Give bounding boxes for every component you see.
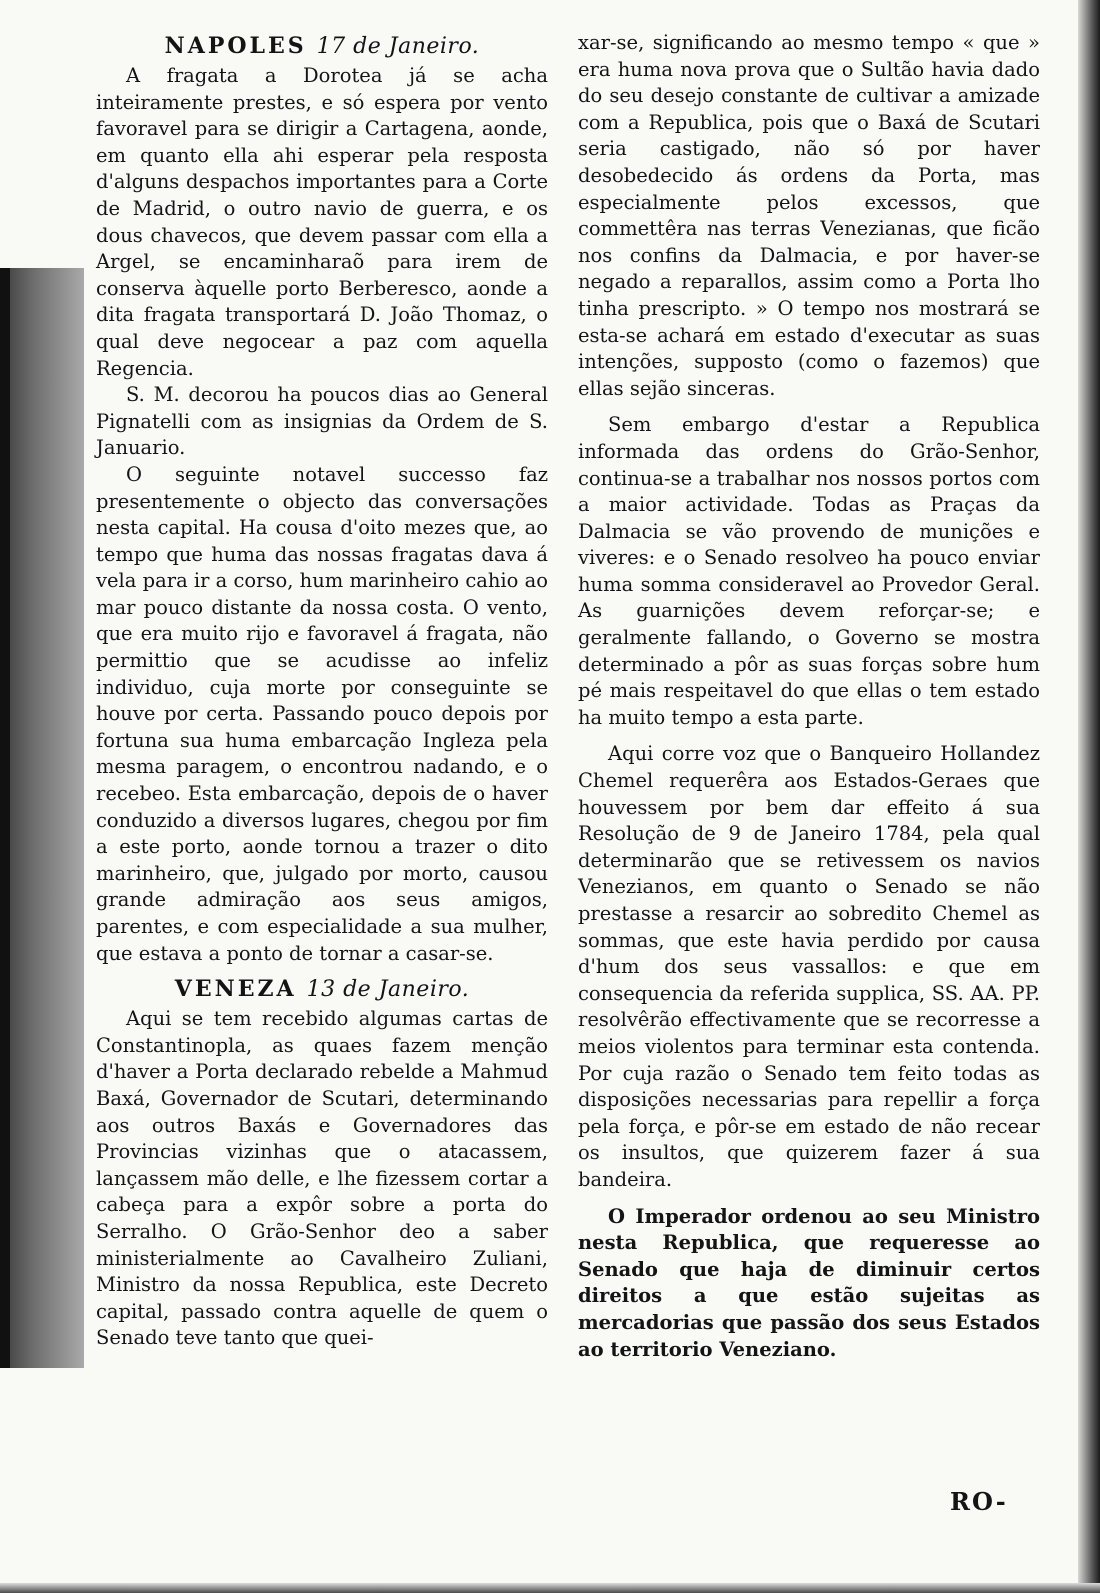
dateline-napoles xyxy=(96,30,548,63)
dateline-place: NAPOLES xyxy=(164,33,307,59)
article-paragraph: O Imperador ordenou ao seu Ministro nesta Republica, que requeresse ao Senado que haja de diminuir certos direitos a que estão sujeitas as mercadorias que passão dos seus Estados ao territorio Veneziano. xyxy=(578,1204,1040,1361)
dateline-veneza xyxy=(96,973,548,1006)
article-paragraph: A fragata a Dorotea já se acha inteiramente prestes, e só espera por vento favoravel para se dirigir a Cartagena, aonde, em quanto ella ahi esperar pela resposta d'alguns despachos importantes para a Corte de Madrid, o outro navio de guerra, e os dous chavecos, que devem passar com ella a Argel, se encaminharaõ para irem de conserva àquelle porto Berberesco, aonde a dita fragata transportará D. João Thomaz, o qual deve negocear a paz com aquella Regencia. xyxy=(96,64,548,380)
page-catchword: RO- xyxy=(950,1487,1008,1516)
right-column xyxy=(578,30,1040,1363)
article-paragraph: Sem embargo d'estar a Republica informada das ordens do Grão-Senhor, continua-se a trabalhar nos nossos portos com a maior actividade. Todas as Praças da Dalmacia se vão provendo de munições e viveres: e o Senado resolveo ha pouco enviar huma somma consideravel ao Provedor Geral. As guarnições devem reforçar-se; e geralmente fallando, o Governo se mostra determinado a pôr as suas forças sobre hum pé mais respeitavel do que ellas o tem estado ha muito tempo a esta parte. xyxy=(578,413,1040,729)
scan-right-edge xyxy=(1078,0,1100,1593)
article-paragraph: O seguinte notavel successo faz presentemente o objecto das conversações nesta capital. Ha cousa d'oito mezes que, ao tempo que huma das nossas fragatas dava á vela para ir a corso, hum marinheiro cahio ao mar pouco distante da nossa costa. O vento, que era muito rijo e favoravel á fragata, não permittio que se acudisse ao infeliz individuo, cuja morte por conseguinte se houve por certa. Passando pouco depois por fortuna sua huma embarcação Ingleza pela mesma paragem, o encontrou nadando, e o recebeo. Esta embarcação, depois de o haver conduzido a diversos lugares, chegou por fim a este porto, aonde tornou a trazer o dito marinheiro, que, julgado por morto, causou grande admiração aos seus amigos, parentes, e com especialidade a sua mulher, que estava a ponto de tornar a casar-se. xyxy=(96,462,548,965)
article-paragraph: S. M. decorou ha poucos dias ao General Pignatelli com as insignias da Ordem de S. Januario. xyxy=(96,383,548,460)
article-paragraph: Aqui se tem recebido algumas cartas de Constantinopla, as quaes fazem menção d'haver a Porta declarado rebelde a Mahmud Baxá, Governador de Scutari, determinando aos outros Baxás e Governadores das Provincias vizinhas que o atacassem, lançassem mão delle, e lhe fizessem cortar a cabeça para a expôr sobre a porta do Serralho. O Grão-Senhor deo a saber ministerialmente ao Cavalheiro Zuliani, Ministro da nossa Republica, este Decreto capital, passado contra aquelle de quem o Senado teve tanto que quei- xyxy=(96,1007,548,1350)
article-paragraph: xar-se, significando ao mesmo tempo « que » era huma nova prova que o Sultão havia dado do seu desejo constante de cultivar a amizade com a Republica, pois que o Baxá de Scutari seria castigado, não só por haver desobedecido ás ordens da Porta, mas especialmente pelos excessos, que commettêra nas terras Venezianas, que ficão nos confins da Dalmacia, e por haver-se negado a reparallos, assim como a Porta lho tinha prescripto. » O tempo nos mostrará se esta-se achará em estado d'executar as suas intenções, supposto (como o fazemos) que ellas sejão sinceras. xyxy=(578,31,1040,400)
dateline-date: 17 de Janeiro. xyxy=(316,34,480,59)
article-paragraph: Aqui corre voz que o Banqueiro Hollandez Chemel requerêra aos Estados-Geraes que houvessem por bem dar effeito á sua Resolução de 9 de Janeiro 1784, pela qual determinarão que se retivessem os navios Venezianos, em quanto o Senado se não prestasse a resarcir ao sobredito Chemel as sommas, que este havia perdido por causa d'hum dos seus vassallos: e que em consequencia da referida supplica, SS. AA. PP. resolvêrão effectivamente que se recorresse a meios violentos para terminar esta contenda. Por cuja razão o Senado tem feito todas as disposições necessarias para repellir a força pela força, e pôr-se em estado de não recear os insultos, que quizerem fazer á sua bandeira. xyxy=(578,742,1040,1191)
scan-bottom-edge xyxy=(0,1583,1100,1593)
scan-binding-edge xyxy=(0,268,10,1368)
left-column xyxy=(96,30,548,1352)
dateline-date: 13 de Janeiro. xyxy=(306,977,470,1003)
scan-binding-shadow xyxy=(0,268,84,1368)
dateline-place: VENEZA xyxy=(174,976,297,1003)
